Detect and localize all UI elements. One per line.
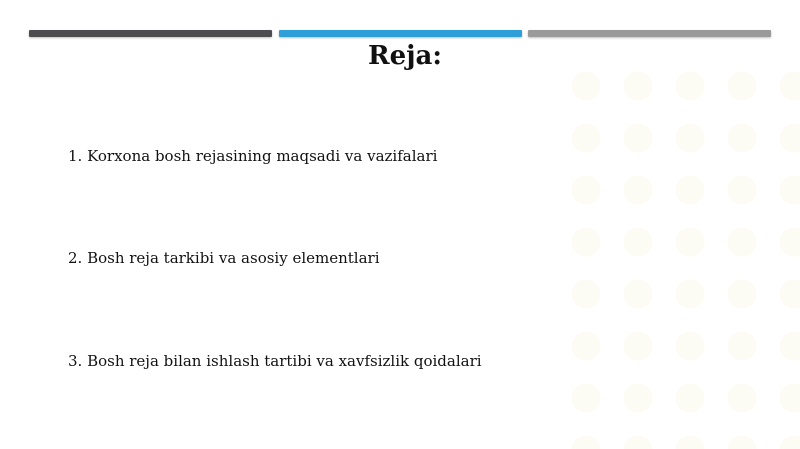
slide-title: Reja:	[367, 41, 442, 71]
background-pattern	[560, 60, 800, 449]
agenda-item: 3. Bosh reja bilan ishlash tartibi va xavfsizlik qoidalari	[68, 352, 482, 370]
header-bar-left	[29, 30, 272, 37]
agenda-item: 1. Korxona bosh rejasining maqsadi va vazifalari	[68, 147, 438, 165]
header-bar-right	[528, 30, 771, 37]
agenda-item: 2. Bosh reja tarkibi va asosiy elementlari	[68, 249, 380, 267]
header-bar-middle	[279, 30, 522, 37]
